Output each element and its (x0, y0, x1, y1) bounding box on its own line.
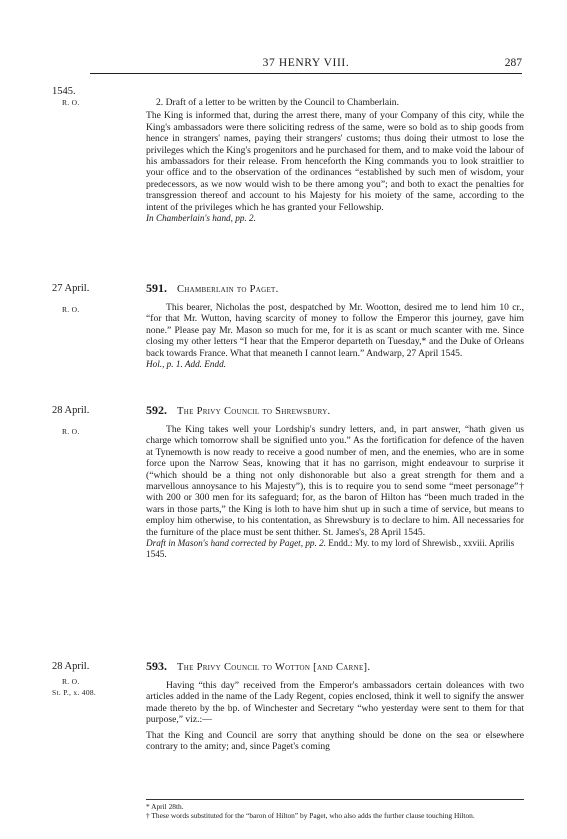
entry-top-body (146, 97, 524, 224)
margin-date: 27 April. (52, 283, 90, 294)
entry-top-heading: 2. Draft of a letter to be written by the Council to Chamberlain. (156, 97, 399, 108)
entry-591-paragraph: This bearer, Nicholas the post, despatched by Mr. Wootton, desired me to lend him 10 cr., “for that Mr. Wutton, having scarcity of money to follow the Emperor this journey, gave him none.” Please pay Mr. Mason so much for me, for it is as scant or much scanter with me. Since closing my other letters “I hear that the Emperor departeth on Tuesday,* and the Duke of Orleans back towards France. What that meaneth I cannot learn.” Andwarp, 27 April 1545. (146, 302, 524, 359)
entry-593-body (146, 660, 524, 752)
margin-entry-top (52, 86, 142, 108)
footnote: † These words substituted for the “baron of Hilton” by Paget, who also adds the further clause touching Hilton. (146, 811, 475, 820)
margin-date: 28 April. (52, 661, 90, 672)
entry-593-paragraph-2: That the King and Council are sorry that anything should be done on the sea or elsewhere contrary to the amity; and, since Paget's coming (146, 729, 524, 753)
page-header (90, 57, 522, 74)
entry-top-note: In Chamberlain's hand, pp. 2. (146, 213, 256, 224)
entry-number: 591. (146, 281, 167, 295)
entry-591-body (146, 282, 524, 370)
entry-title: The Privy Council to Wotton [and Carne]. (177, 662, 371, 673)
entry-592-paragraph: The King takes well your Lordship's sundry letters, and, in part answer, “hath given us charge which tomorrow shall be signified unto you.” As the fortification for defence of the haven at Tynemowth is now ready to receive a good number of men, and the enemies, who are in some force upon the Narrow Seas, knowing that it has no garrison, might endeavour to surprise it (“which should be a thing not only dishonorable but also a great strength for them and a marvellous annoysance to his Majesty”), this is to require you to send some “meet personage”† with 200 or 300 men for its safeguard; for, as the baron of Hilton has “been much traded in the wars in those parts,” the King is loth to have him shut up in such a time of service, but means to employ him otherwise, to his contentation, as Shrewsbury is to declare to him. All necessaries for the furniture of the place must be sent thither. St. James's, 28 April 1545. (146, 424, 524, 538)
margin-year: 1545. (52, 86, 76, 97)
margin-source: R. O. (62, 677, 80, 686)
entry-592-note (146, 538, 524, 561)
entry-top-paragraph: The King is informed that, during the arrest there, many of your Company of this city, while the King's ambassadors were there soliciting redress of the same, were so bold as to ship goods from hence in strangers' names, paying their strangers' customs; thus doing their utmost to lose the privileges which the King's progenitors and he purchased for them, and to make void the labour of his ambassadors for their release. From henceforth the King commands you to look straitlier to your office and to the observation of the ordinances “established by such men of wisdom, your predecessors, as we now would wish to be there among you”; and both to exact the penalties for transgression thereof and account to his Majesty for his moiety of the same, according to the intent of the privileges which he has granted your Fellowship. (146, 110, 524, 213)
margin-entry-592 (52, 405, 142, 437)
page-number: 287 (504, 57, 522, 69)
entry-593-heading (146, 660, 524, 674)
running-title: 37 HENRY VIII. (262, 57, 350, 69)
entry-591-heading (146, 282, 524, 296)
margin-source: R. O. (62, 305, 80, 314)
entry-number: 592. (146, 403, 167, 417)
entry-592-heading (146, 404, 524, 418)
entry-592-body (146, 404, 524, 561)
margin-source-secondary: St. P., x. 408. (52, 688, 97, 697)
margin-source: R. O. (62, 427, 80, 436)
entry-title: Chamberlain to Paget. (177, 284, 279, 295)
margin-source: R. O. (62, 98, 80, 107)
margin-entry-591 (52, 283, 142, 315)
note-italic: Draft in Mason's hand corrected by Paget, pp. 2. (146, 538, 326, 549)
footnotes (146, 799, 524, 820)
note-plain: Endd.: My. to my lord of Shrewisb., xxviii. Aprilis 1545. (146, 538, 515, 560)
margin-entry-593 (52, 661, 142, 698)
entry-591-note: Hol., p. 1. Add. Endd. (146, 359, 226, 370)
margin-date: 28 April. (52, 405, 90, 416)
entry-number: 593. (146, 659, 167, 673)
entry-593-paragraph-1: Having “this day” received from the Emperor's ambassadors certain doleances with two articles added in the name of the Lady Regent, copies enclosed, think it well to signify the answer made thereto by the bp. of Winchester and Secretary “who yesterday were sent to them for that purpose,” viz.:— (146, 680, 524, 726)
footnote: * April 28th. (146, 802, 184, 811)
entry-title: The Privy Council to Shrewsbury. (177, 406, 331, 417)
